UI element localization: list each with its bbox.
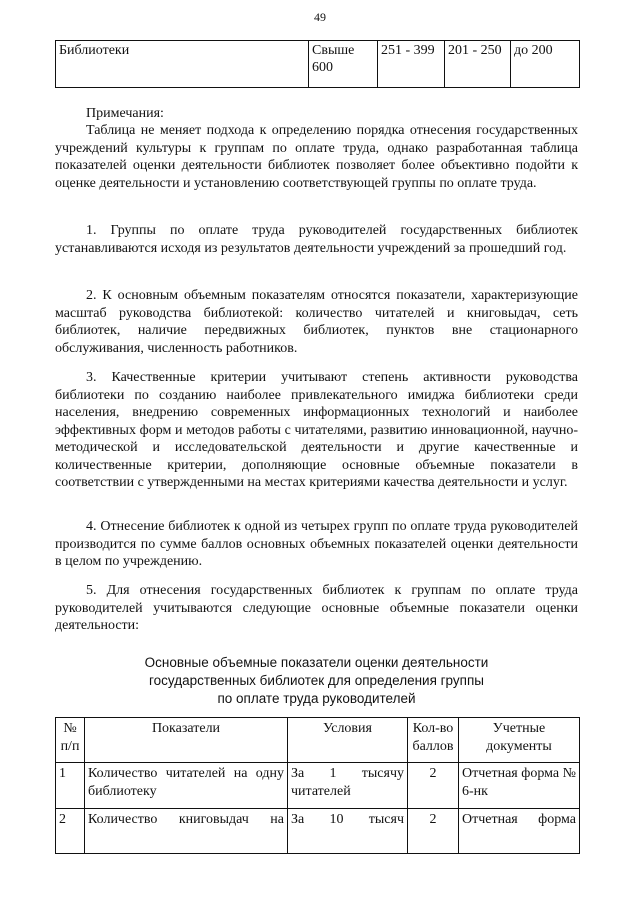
groups-table	[55, 40, 580, 88]
note-item: 4. Отнесение библиотек к одной из четырех групп по оплате труда руководителей производится по сумме баллов основных объемных показателей оценки деятельности в целом по учреждению.	[55, 519, 578, 569]
page-number: 49	[314, 10, 326, 24]
indicators-table	[55, 717, 580, 854]
column-header: № п/п	[56, 718, 85, 763]
note-item: 3. Качественные критерии учитывают степень активности руководства библиотеки по созданию наиболее привлекательного имиджа библиотеки среди населения, внедрению современных информационных технологий и наиболее эффективных форм и методов работы с читателями, развитию инновационной, научно-методической и исследовательской деятельности и другие качественные и количественные критерии, дополняющие основные объемные показатели в соответствии с утвержденными на местах критериями качества деятельности и услуг.	[55, 370, 578, 490]
column-header: Показатели	[85, 718, 288, 763]
column-header: Учетные документы	[459, 718, 580, 763]
table-title-line: государственных библиотек для определения группы	[149, 673, 484, 688]
table-cell: 2	[408, 809, 459, 854]
notes-title: Примечания:	[86, 106, 164, 121]
table-cell: 1	[56, 763, 85, 809]
column-header: Кол-во баллов	[408, 718, 459, 763]
table-cell: Свыше 600	[309, 41, 378, 88]
table-cell: Количество читателей на одну библиотеку	[85, 763, 288, 809]
table-cell: За 10 тысяч	[288, 809, 408, 854]
table-row	[56, 809, 580, 854]
table-cell: Библиотеки	[56, 41, 309, 88]
table-title-line: по оплате труда руководителей	[217, 691, 416, 706]
table-title	[55, 654, 578, 708]
table-cell: 201 - 250	[445, 41, 511, 88]
table-cell: Количество книговыдач на	[85, 809, 288, 854]
note-item: 5. Для отнесения государственных библиотек к группам по оплате труда руководителей учитываются следующие основные объемные показатели оценки деятельности:	[55, 583, 578, 633]
notes-intro: Таблица не меняет подхода к определению порядка отнесения государственных учреждений культуры к группам по оплате труда, однако разработанная таблица показателей оценки деятельности библиотек позволяет более объективно подойти к оценке деятельности и установлению соответствующей группы по оплате труда.	[55, 123, 578, 191]
table-cell: 2	[56, 809, 85, 854]
note-item: 2. К основным объемным показателям относятся показатели, характеризующие масштаб руководства библиотекой: количество читателей и книговыдач, сеть библиотек, наличие передвижных библиотек, пунктов вне стационарного обслуживания, численность работников.	[55, 288, 578, 356]
table-title-line: Основные объемные показатели оценки деятельности	[144, 655, 489, 670]
table-cell: 2	[408, 763, 459, 809]
table-cell: За 1 тысячу читателей	[288, 763, 408, 809]
note-item: 1. Группы по оплате труда руководителей государственных библиотек устанавливаются исходя из результатов деятельности учреждений за прошедший год.	[55, 223, 578, 256]
table-header-row	[56, 718, 580, 763]
table-cell: до 200	[511, 41, 580, 88]
table-cell: 251 - 399	[378, 41, 445, 88]
table-row	[56, 763, 580, 809]
column-header: Условия	[288, 718, 408, 763]
table-cell: Отчетная форма	[459, 809, 580, 854]
table-cell: Отчетная форма № 6-нк	[459, 763, 580, 809]
table-row	[56, 41, 580, 88]
